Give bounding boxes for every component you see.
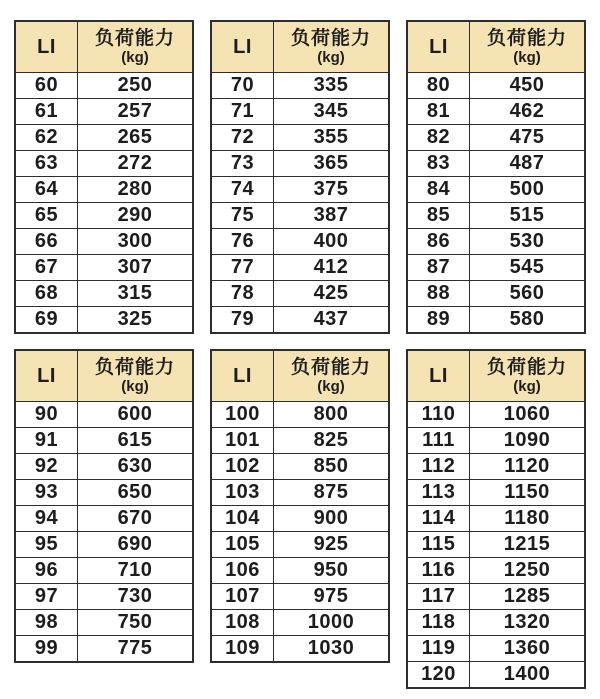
table-row — [407, 584, 585, 610]
load-capacity-column-header — [470, 21, 586, 73]
table-head — [15, 21, 193, 73]
li-value: 60 — [15, 73, 78, 99]
table-row — [211, 454, 389, 480]
table-row — [211, 610, 389, 636]
kg-unit-label: (kg) — [121, 378, 149, 396]
table-head — [15, 350, 193, 402]
load-capacity-kg-value: 1030 — [274, 636, 390, 663]
li-value: 97 — [15, 584, 78, 610]
load-capacity-kg-value: 437 — [274, 307, 390, 334]
table-row — [407, 203, 585, 229]
header-row — [407, 21, 585, 73]
li-value: 96 — [15, 558, 78, 584]
table-row — [407, 229, 585, 255]
table-row — [15, 99, 193, 125]
load-capacity-header-label: 负荷能力 — [94, 357, 175, 379]
kg-unit-label: (kg) — [121, 49, 149, 67]
li-value: 76 — [211, 229, 274, 255]
load-capacity-kg-value: 1180 — [470, 506, 586, 532]
li-column-header — [211, 350, 274, 402]
li-value: 63 — [15, 151, 78, 177]
table-row — [15, 428, 193, 454]
table-row — [211, 532, 389, 558]
table-row — [211, 307, 389, 334]
load-capacity-header-label: 负荷能力 — [94, 28, 175, 50]
li-value: 93 — [15, 480, 78, 506]
load-capacity-kg-value: 850 — [274, 454, 390, 480]
table-row — [15, 307, 193, 334]
li-value: 103 — [211, 480, 274, 506]
load-capacity-kg-value: 690 — [78, 532, 194, 558]
table-row — [407, 125, 585, 151]
li-value: 90 — [15, 402, 78, 428]
li-value: 112 — [407, 454, 470, 480]
load-capacity-kg-value: 900 — [274, 506, 390, 532]
table-row — [211, 506, 389, 532]
table-row — [15, 506, 193, 532]
load-capacity-kg-value: 450 — [470, 73, 586, 99]
table-row — [407, 480, 585, 506]
table-row — [407, 99, 585, 125]
load-capacity-kg-value: 875 — [274, 480, 390, 506]
table-row — [211, 636, 389, 663]
table-row — [15, 480, 193, 506]
table-row — [211, 73, 389, 99]
li-value: 71 — [211, 99, 274, 125]
table-row — [407, 281, 585, 307]
load-capacity-kg-value: 1000 — [274, 610, 390, 636]
table-row — [15, 151, 193, 177]
load-capacity-kg-value: 825 — [274, 428, 390, 454]
li-value: 116 — [407, 558, 470, 584]
table-row — [407, 73, 585, 99]
load-capacity-kg-value: 290 — [78, 203, 194, 229]
load-capacity-kg-value: 325 — [78, 307, 194, 334]
li-value: 85 — [407, 203, 470, 229]
table-row — [407, 610, 585, 636]
table-row — [211, 428, 389, 454]
load-capacity-kg-value: 265 — [78, 125, 194, 151]
table-row — [407, 558, 585, 584]
load-capacity-kg-value: 425 — [274, 281, 390, 307]
li-value: 111 — [407, 428, 470, 454]
table-row — [407, 402, 585, 428]
load-index-table — [14, 20, 194, 334]
table-row — [15, 73, 193, 99]
li-value: 80 — [407, 73, 470, 99]
table-row — [211, 558, 389, 584]
table-row — [407, 532, 585, 558]
li-value: 74 — [211, 177, 274, 203]
li-value: 101 — [211, 428, 274, 454]
li-column-header — [211, 21, 274, 73]
load-capacity-kg-value: 315 — [78, 281, 194, 307]
table-row — [15, 281, 193, 307]
table-row — [211, 584, 389, 610]
header-row — [211, 350, 389, 402]
table-row — [211, 402, 389, 428]
li-column-header — [15, 350, 78, 402]
header-row — [407, 350, 585, 402]
load-capacity-kg-value: 545 — [470, 255, 586, 281]
load-capacity-kg-value: 375 — [274, 177, 390, 203]
load-index-table — [14, 349, 194, 663]
table-row — [15, 584, 193, 610]
load-capacity-kg-value: 560 — [470, 281, 586, 307]
li-value: 89 — [407, 307, 470, 334]
li-value: 98 — [15, 610, 78, 636]
load-capacity-kg-value: 515 — [470, 203, 586, 229]
load-capacity-kg-value: 475 — [470, 125, 586, 151]
li-value: 68 — [15, 281, 78, 307]
table-row — [211, 99, 389, 125]
li-value: 100 — [211, 402, 274, 428]
table-body — [211, 73, 389, 334]
load-capacity-column-header — [78, 350, 194, 402]
li-value: 72 — [211, 125, 274, 151]
li-value: 115 — [407, 532, 470, 558]
li-value: 65 — [15, 203, 78, 229]
li-header-label: LI — [37, 364, 56, 387]
load-capacity-kg-value: 300 — [78, 229, 194, 255]
table-row — [407, 662, 585, 689]
li-header-label: LI — [429, 35, 448, 58]
load-capacity-kg-value: 670 — [78, 506, 194, 532]
load-capacity-kg-value: 462 — [470, 99, 586, 125]
li-value: 83 — [407, 151, 470, 177]
li-value: 91 — [15, 428, 78, 454]
li-column-header — [15, 21, 78, 73]
table-row — [407, 506, 585, 532]
li-value: 107 — [211, 584, 274, 610]
table-row — [15, 255, 193, 281]
load-capacity-header-label: 负荷能力 — [486, 357, 567, 379]
table-row — [211, 151, 389, 177]
li-value: 118 — [407, 610, 470, 636]
load-capacity-kg-value: 355 — [274, 125, 390, 151]
load-capacity-column-header — [274, 21, 390, 73]
li-value: 94 — [15, 506, 78, 532]
li-value: 75 — [211, 203, 274, 229]
table-row — [15, 203, 193, 229]
header-row — [15, 21, 193, 73]
load-capacity-kg-value: 750 — [78, 610, 194, 636]
table-row — [15, 402, 193, 428]
li-header-label: LI — [233, 35, 252, 58]
load-capacity-kg-value: 580 — [470, 307, 586, 334]
load-index-table — [210, 20, 390, 334]
li-header-label: LI — [429, 364, 448, 387]
li-value: 113 — [407, 480, 470, 506]
table-row — [407, 454, 585, 480]
load-capacity-kg-value: 250 — [78, 73, 194, 99]
load-capacity-kg-value: 530 — [470, 229, 586, 255]
table-row — [407, 151, 585, 177]
load-capacity-kg-value: 365 — [274, 151, 390, 177]
load-capacity-kg-value: 1120 — [470, 454, 586, 480]
load-capacity-kg-value: 1215 — [470, 532, 586, 558]
load-capacity-kg-value: 615 — [78, 428, 194, 454]
li-value: 99 — [15, 636, 78, 663]
li-value: 104 — [211, 506, 274, 532]
li-value: 86 — [407, 229, 470, 255]
load-capacity-kg-value: 335 — [274, 73, 390, 99]
li-value: 77 — [211, 255, 274, 281]
table-row — [15, 454, 193, 480]
li-value: 61 — [15, 99, 78, 125]
li-value: 95 — [15, 532, 78, 558]
load-capacity-kg-value: 925 — [274, 532, 390, 558]
li-value: 105 — [211, 532, 274, 558]
kg-unit-label: (kg) — [513, 49, 541, 67]
header-row — [211, 21, 389, 73]
load-capacity-column-header — [470, 350, 586, 402]
header-row — [15, 350, 193, 402]
load-capacity-kg-value: 1320 — [470, 610, 586, 636]
li-value: 110 — [407, 402, 470, 428]
load-capacity-kg-value: 307 — [78, 255, 194, 281]
table-row — [407, 428, 585, 454]
li-header-label: LI — [37, 35, 56, 58]
li-header-label: LI — [233, 364, 252, 387]
load-capacity-header-label: 负荷能力 — [486, 28, 567, 50]
li-value: 92 — [15, 454, 78, 480]
load-capacity-kg-value: 487 — [470, 151, 586, 177]
load-capacity-kg-value: 600 — [78, 402, 194, 428]
kg-unit-label: (kg) — [317, 378, 345, 396]
table-row — [15, 610, 193, 636]
load-capacity-kg-value: 650 — [78, 480, 194, 506]
load-capacity-kg-value: 1360 — [470, 636, 586, 662]
table-row — [15, 229, 193, 255]
li-value: 84 — [407, 177, 470, 203]
table-head — [211, 21, 389, 73]
load-capacity-column-header — [274, 350, 390, 402]
table-row — [15, 636, 193, 663]
li-value: 108 — [211, 610, 274, 636]
load-capacity-kg-value: 1090 — [470, 428, 586, 454]
load-capacity-kg-value: 1285 — [470, 584, 586, 610]
li-value: 66 — [15, 229, 78, 255]
table-row — [407, 636, 585, 662]
table-body — [211, 402, 389, 663]
load-capacity-kg-value: 1150 — [470, 480, 586, 506]
li-value: 88 — [407, 281, 470, 307]
load-capacity-kg-value: 387 — [274, 203, 390, 229]
table-row — [211, 203, 389, 229]
load-capacity-kg-value: 280 — [78, 177, 194, 203]
li-value: 67 — [15, 255, 78, 281]
table-row — [407, 255, 585, 281]
load-capacity-kg-value: 1060 — [470, 402, 586, 428]
table-row — [211, 480, 389, 506]
load-capacity-kg-value: 710 — [78, 558, 194, 584]
load-capacity-kg-value: 730 — [78, 584, 194, 610]
li-value: 79 — [211, 307, 274, 334]
table-row — [407, 307, 585, 334]
table-body — [15, 402, 193, 663]
table-row — [211, 255, 389, 281]
load-index-table — [210, 349, 390, 663]
table-body — [15, 73, 193, 334]
load-capacity-kg-value: 800 — [274, 402, 390, 428]
table-row — [407, 177, 585, 203]
li-value: 62 — [15, 125, 78, 151]
load-capacity-kg-value: 400 — [274, 229, 390, 255]
table-row — [211, 177, 389, 203]
table-head — [407, 21, 585, 73]
load-capacity-kg-value: 975 — [274, 584, 390, 610]
li-value: 87 — [407, 255, 470, 281]
li-value: 69 — [15, 307, 78, 334]
li-value: 64 — [15, 177, 78, 203]
table-row — [15, 125, 193, 151]
table-row — [15, 532, 193, 558]
load-capacity-kg-value: 1250 — [470, 558, 586, 584]
li-value: 106 — [211, 558, 274, 584]
table-head — [211, 350, 389, 402]
load-capacity-kg-value: 950 — [274, 558, 390, 584]
li-value: 102 — [211, 454, 274, 480]
load-capacity-kg-value: 345 — [274, 99, 390, 125]
load-capacity-kg-value: 412 — [274, 255, 390, 281]
load-capacity-kg-value: 500 — [470, 177, 586, 203]
li-value: 119 — [407, 636, 470, 662]
kg-unit-label: (kg) — [317, 49, 345, 67]
li-value: 82 — [407, 125, 470, 151]
table-row — [15, 558, 193, 584]
li-value: 70 — [211, 73, 274, 99]
li-value: 114 — [407, 506, 470, 532]
load-capacity-column-header — [78, 21, 194, 73]
table-head — [407, 350, 585, 402]
table-body — [407, 73, 585, 334]
load-capacity-header-label: 负荷能力 — [290, 357, 371, 379]
load-capacity-kg-value: 272 — [78, 151, 194, 177]
li-value: 81 — [407, 99, 470, 125]
load-index-table — [406, 349, 586, 689]
load-index-table — [406, 20, 586, 334]
load-capacity-kg-value: 630 — [78, 454, 194, 480]
table-row — [211, 125, 389, 151]
li-value: 78 — [211, 281, 274, 307]
table-row — [15, 177, 193, 203]
kg-unit-label: (kg) — [513, 378, 541, 396]
load-capacity-header-label: 负荷能力 — [290, 28, 371, 50]
load-capacity-kg-value: 775 — [78, 636, 194, 663]
table-body — [407, 402, 585, 689]
li-column-header — [407, 350, 470, 402]
li-value: 109 — [211, 636, 274, 663]
table-row — [211, 229, 389, 255]
load-capacity-kg-value: 1400 — [470, 662, 586, 689]
load-index-tables-grid — [14, 20, 586, 689]
li-value: 73 — [211, 151, 274, 177]
li-column-header — [407, 21, 470, 73]
li-value: 117 — [407, 584, 470, 610]
li-value: 120 — [407, 662, 470, 689]
load-capacity-kg-value: 257 — [78, 99, 194, 125]
table-row — [211, 281, 389, 307]
